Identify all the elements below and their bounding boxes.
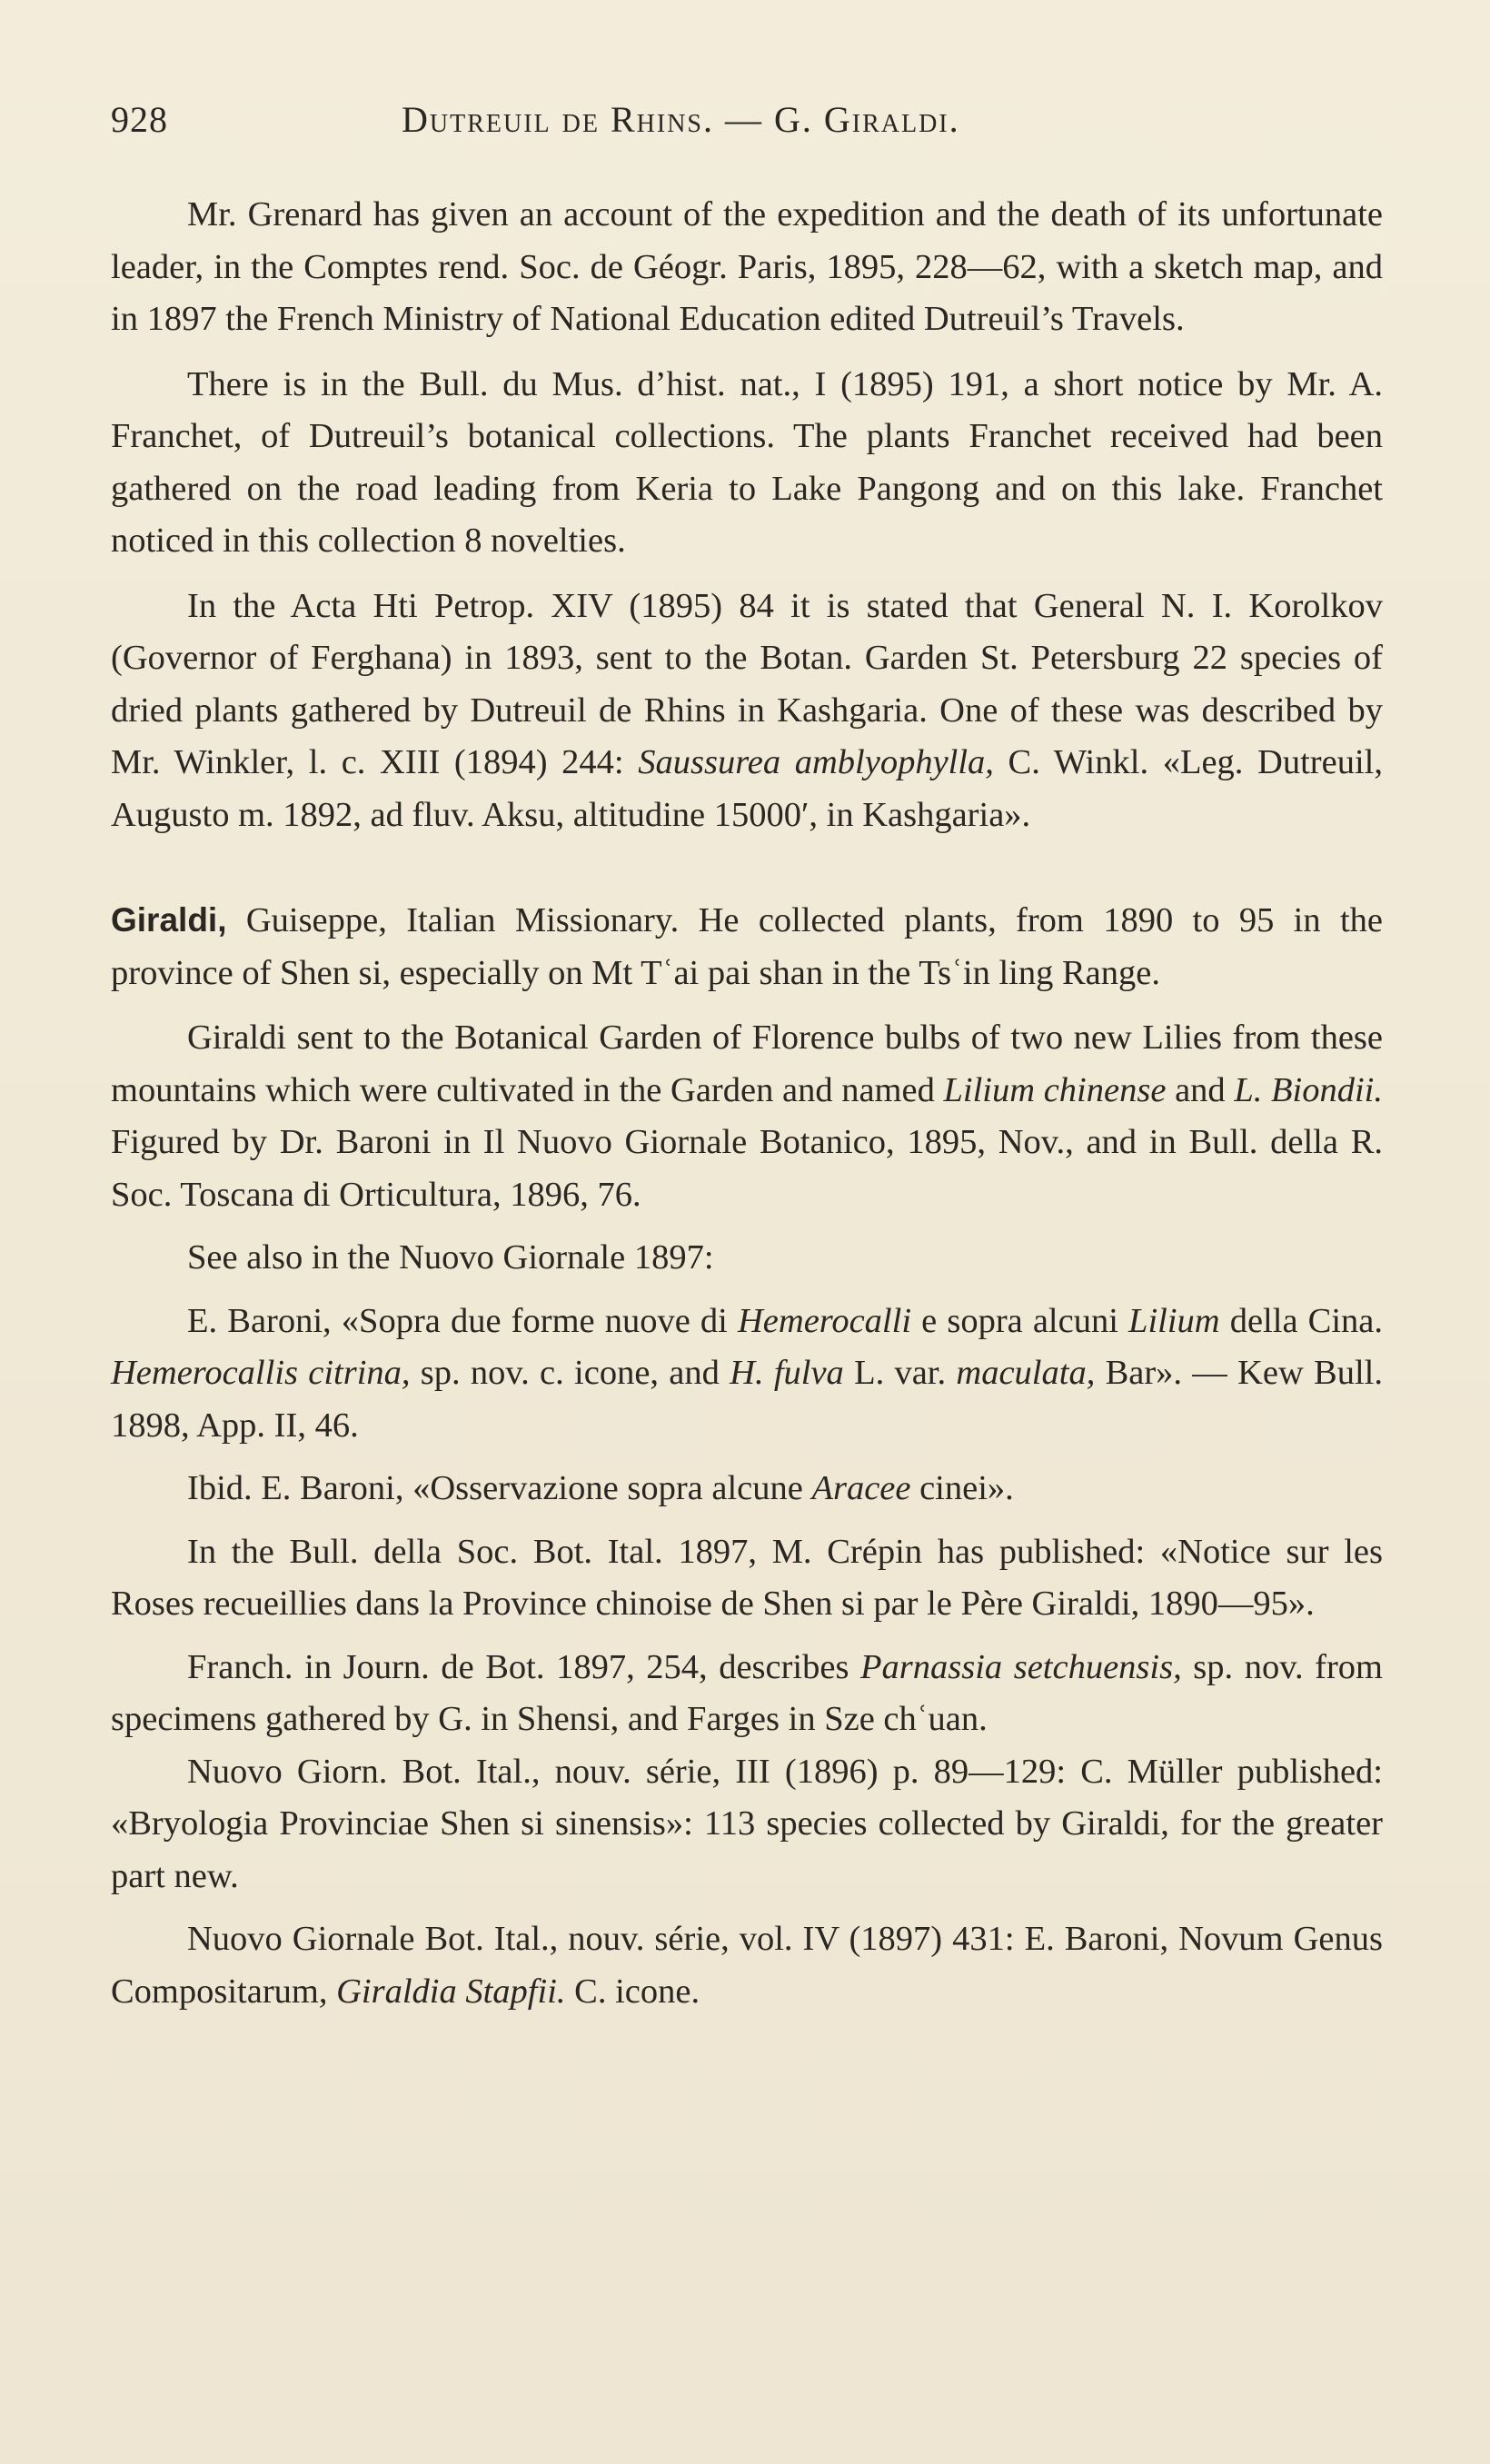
paragraph-parnassia xyxy=(111,1642,1383,1746)
paragraph-text: See also in the Nuovo Giornale 1897: xyxy=(187,1238,714,1277)
page-number: 928 xyxy=(111,99,168,140)
species-name: Saussurea amblyophylla, xyxy=(638,743,994,781)
paragraph-text: C. Winkl. «Leg. Dutreuil, Augusto m. 1892, ad fluv. Aksu, altitudine 15000′, in Kashgaria». xyxy=(111,743,1383,834)
paragraph-text: sp. nov. from specimens gathered by G. in Shensi, and Farges in Sze chʿuan. xyxy=(111,1647,1383,1738)
paragraph-text: Nuovo Giornale Bot. Ital., nouv. série, vol. IV (1897) 431: E. Baroni, Novum Genus Compositarum, xyxy=(111,1920,1383,2011)
paragraph-text: e sopra alcuni xyxy=(911,1301,1129,1340)
page-header xyxy=(111,98,1383,144)
paragraph-aracee xyxy=(111,1463,1383,1515)
species-name: L. Biondii. xyxy=(1234,1070,1383,1109)
species-name: Lilium xyxy=(1128,1301,1220,1340)
species-name: Parnassia setchuensis, xyxy=(860,1647,1182,1686)
paragraph-text: and xyxy=(1166,1070,1235,1109)
paragraph-text: L. var. xyxy=(843,1354,957,1392)
paragraph-text: Guiseppe, Italian Missionary. He collected plants, from 1890 to 95 in the province of Shen si, especially on Mt Tʿai pai shan in the Tsʿin ling Range. xyxy=(111,901,1383,992)
species-name: Lilium chinense xyxy=(943,1070,1167,1109)
paragraph-text: Giraldi sent to the Botanical Garden of Florence bulbs of two new Lilies from these mountains which were cultivated in the Garden and named xyxy=(111,1018,1383,1109)
paragraph-text: Figured by Dr. Baroni in Il Nuovo Giornale Botanico, 1895, Nov., and in Bull. della R. Soc. Toscana di Orticultura, 1896, 76. xyxy=(111,1123,1383,1214)
species-name: Aracee xyxy=(811,1469,911,1507)
paragraph-muller xyxy=(111,1746,1383,1903)
paragraph-franchet xyxy=(111,359,1383,568)
paragraph-text: Bar». — Kew Bull. 1898, App. II, 46. xyxy=(111,1354,1383,1445)
paragraph-text: In the Acta Hti Petrop. XIV (1895) 84 it is stated that General N. I. Korolkov (Governor of Ferghana) in 1893, sent to the Botan. Garden St. Petersburg 22 species of dried plants gathered by Dutreuil de Rhins in Kashgaria. One of these was described by Mr. Winkler, l. c. XIII (1894) 244: xyxy=(111,586,1383,781)
paragraph-text: cinei». xyxy=(910,1469,1014,1507)
paragraph-text: Franch. in Journ. de Bot. 1897, 254, describes xyxy=(187,1647,861,1686)
paragraph-text: C. icone. xyxy=(565,1972,700,2011)
paragraph-lilies xyxy=(111,1012,1383,1221)
running-title: Dutreuil de Rhins. — G. Giraldi. xyxy=(402,99,960,140)
paragraph-text: In the Bull. della Soc. Bot. Ital. 1897, M. Crépin has published: «Notice sur les Roses recueillies dans la Province chinoise de Shen si par le Père Giraldi, 1890—95». xyxy=(111,1532,1383,1623)
paragraph-text: della Cina. xyxy=(1219,1301,1383,1340)
paragraph-baroni-hemerocalli xyxy=(111,1296,1383,1453)
entry-name: Giraldi, xyxy=(111,901,227,939)
paragraph-grenard xyxy=(111,189,1383,346)
paragraph-text: Ibid. E. Baroni, «Osservazione sopra alcune xyxy=(187,1469,812,1507)
entry-giraldi xyxy=(111,894,1383,999)
paragraph-see-also xyxy=(111,1232,1383,1285)
species-name: Hemerocallis citrina, xyxy=(111,1354,411,1392)
page-body xyxy=(111,189,1383,2018)
paragraph-giraldia xyxy=(111,1913,1383,2018)
paragraph-text: There is in the Bull. du Mus. d’hist. nat., I (1895) 191, a short notice by Mr. A. Franchet, of Dutreuil’s botanical collections. The plants Franchet received had been gathered on the road leading from Keria to Lake Pangong and on this lake. Franchet noticed in this collection 8 novelties. xyxy=(111,364,1383,560)
species-name: H. fulva xyxy=(730,1354,844,1392)
species-name: maculata, xyxy=(956,1354,1096,1392)
paragraph-text: Mr. Grenard has given an account of the expedition and the death of its unfortunate leader, in the Comptes rend. Soc. de Géogr. Paris, 1895, 228—62, with a sketch map, and in 1897 the French Ministry of National Education edited Dutreuil’s Travels. xyxy=(111,195,1383,338)
paragraph-korolkov xyxy=(111,581,1383,842)
paragraph-text: E. Baroni, «Sopra due forme nuove di xyxy=(187,1301,738,1340)
paragraph-text: sp. nov. c. icone, and xyxy=(410,1354,730,1392)
paragraph-crepin xyxy=(111,1526,1383,1631)
species-name: Giraldia Stapfii. xyxy=(336,1972,566,2011)
species-name: Hemerocalli xyxy=(738,1301,912,1340)
paragraph-text: Nuovo Giorn. Bot. Ital., nouv. série, III (1896) p. 89—129: C. Müller published: «Bryologia Provinciae Shen si sinensis»: 113 species collected by Giraldi, for the greater part new. xyxy=(111,1752,1383,1895)
